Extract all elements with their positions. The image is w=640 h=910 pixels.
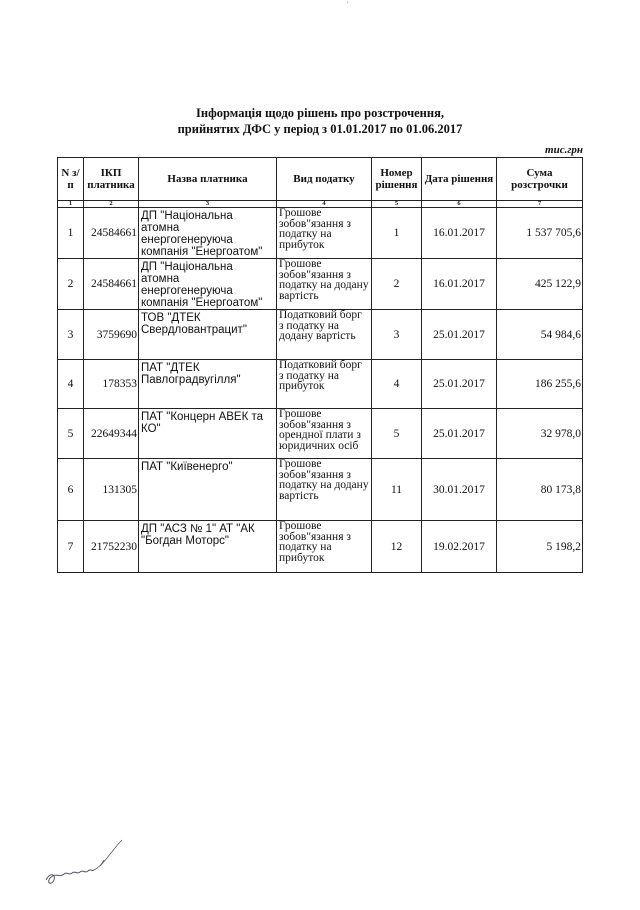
header-index: N з/п [58, 158, 84, 201]
row-payer-name: ПАТ "Київенерго" [139, 459, 277, 521]
handwritten-signature [42, 838, 132, 888]
scan-mark: ' [347, 0, 349, 10]
row-decision-date: 25.01.2017 [422, 310, 497, 360]
row-tax-type: Грошове зобов"язання з орендної плати з юридичних осіб [277, 409, 372, 459]
row-ikp: 131305 [84, 459, 139, 521]
header-ikp: ІКП платника [84, 158, 139, 201]
row-tax-type: Грошове зобов"язання з податку на додану вартість [277, 459, 372, 521]
header-decision-date: Дата рішення [422, 158, 497, 201]
table-row [58, 208, 583, 259]
row-decision-date: 25.01.2017 [422, 409, 497, 459]
column-number: 6 [422, 201, 497, 208]
row-decision-date: 30.01.2017 [422, 459, 497, 521]
row-installment-sum: 425 122,9 [497, 259, 583, 310]
row-ikp: 178353 [84, 360, 139, 409]
table-row [58, 259, 583, 310]
row-installment-sum: 186 255,6 [497, 360, 583, 409]
row-index: 2 [58, 259, 84, 310]
row-tax-type: Податковий борг з податку на прибуток [277, 360, 372, 409]
table-row [58, 310, 583, 360]
row-installment-sum: 80 173,8 [497, 459, 583, 521]
header-installment-sum: Сума розстрочки [497, 158, 583, 201]
row-index: 1 [58, 208, 84, 259]
header-payer-name: Назва платника [139, 158, 277, 201]
table-row [58, 521, 583, 573]
row-decision-date: 16.01.2017 [422, 208, 497, 259]
row-index: 3 [58, 310, 84, 360]
row-decision-number: 12 [372, 521, 422, 573]
column-number: 7 [497, 201, 583, 208]
header-row [58, 158, 583, 201]
row-decision-number: 4 [372, 360, 422, 409]
column-number: 4 [277, 201, 372, 208]
document-title-line1: Інформація щодо рішень про розстрочення, [196, 106, 444, 120]
column-number: 5 [372, 201, 422, 208]
row-decision-date: 16.01.2017 [422, 259, 497, 310]
row-ikp: 22649344 [84, 409, 139, 459]
row-index: 6 [58, 459, 84, 521]
row-decision-date: 25.01.2017 [422, 360, 497, 409]
row-ikp: 21752230 [84, 521, 139, 573]
column-number: 2 [84, 201, 139, 208]
row-ikp: 3759690 [84, 310, 139, 360]
row-decision-number: 5 [372, 409, 422, 459]
row-decision-number: 2 [372, 259, 422, 310]
row-decision-date: 19.02.2017 [422, 521, 497, 573]
header-tax-type: Вид податку [277, 158, 372, 201]
document-title-line2: прийнятих ДФС у період з 01.01.2017 по 01.06.2017 [177, 122, 463, 136]
row-index: 4 [58, 360, 84, 409]
units-label: тис.грн [545, 144, 583, 156]
column-number: 1 [58, 201, 84, 208]
row-ikp: 24584661 [84, 259, 139, 310]
row-tax-type: Грошове зобов"язання з податку на прибуток [277, 208, 372, 259]
row-installment-sum: 32 978,0 [497, 409, 583, 459]
row-payer-name: ДП "АСЗ № 1" АТ "АК "Богдан Моторс" [139, 521, 277, 573]
row-payer-name: ТОВ "ДТЕК Свердловантрацит" [139, 310, 277, 360]
row-decision-number: 3 [372, 310, 422, 360]
row-installment-sum: 54 984,6 [497, 310, 583, 360]
header-decision-number: Номер рішення [372, 158, 422, 201]
decisions-table [57, 157, 583, 573]
row-payer-name: ПАТ "ДТЕК Павлоградвугілля" [139, 360, 277, 409]
table-row [58, 459, 583, 521]
row-payer-name: ДП "Національна атомна енергогенеруюча компанія "Енергоатом" [139, 208, 277, 259]
row-decision-number: 11 [372, 459, 422, 521]
row-installment-sum: 5 198,2 [497, 521, 583, 573]
row-tax-type: Грошове зобов"язання з податку на прибуток [277, 521, 372, 573]
row-tax-type: Грошове зобов"язання з податку на додану вартість [277, 259, 372, 310]
row-decision-number: 1 [372, 208, 422, 259]
row-index: 7 [58, 521, 84, 573]
table-row [58, 360, 583, 409]
row-payer-name: ДП "Національна атомна енергогенеруюча компанія "Енергоатом" [139, 259, 277, 310]
row-index: 5 [58, 409, 84, 459]
row-installment-sum: 1 537 705,6 [497, 208, 583, 259]
row-payer-name: ПАТ "Концерн АВЕК та КО" [139, 409, 277, 459]
row-tax-type: Податковий борг з податку на додану вартість [277, 310, 372, 360]
table-row [58, 409, 583, 459]
row-ikp: 24584661 [84, 208, 139, 259]
column-number: 3 [139, 201, 277, 208]
